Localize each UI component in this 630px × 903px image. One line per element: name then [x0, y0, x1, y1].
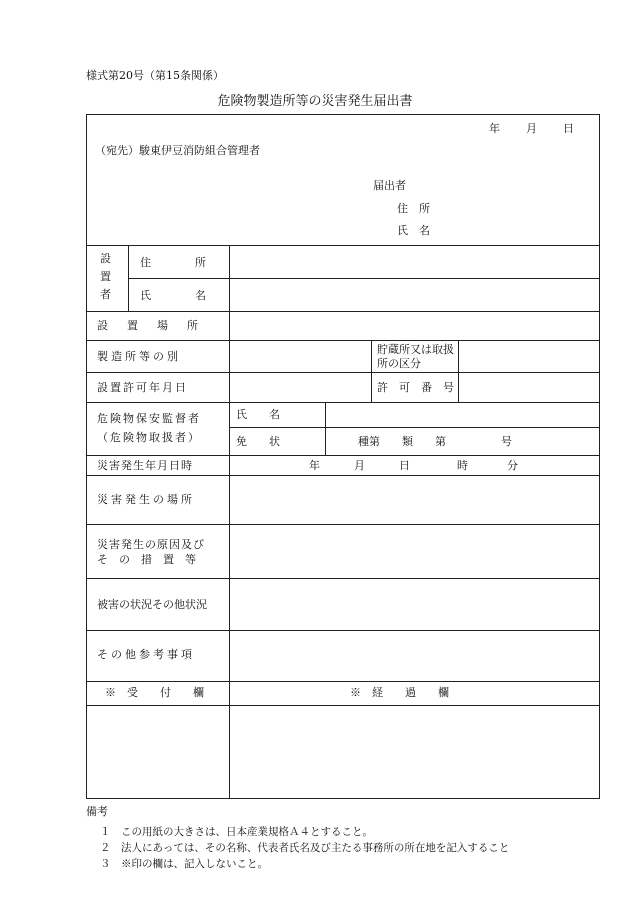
row-divider: [86, 578, 600, 579]
row-divider: [86, 455, 600, 456]
facility-type-label: 製造所等の別: [97, 350, 181, 363]
installation-location-label: 設 置 場 所: [97, 319, 202, 332]
form-reference: 様式第20号（第15条関係）: [86, 69, 224, 82]
cause-label-line2: そ の 措 置 等: [97, 553, 196, 566]
reception-column-header: ※ 受 付 欄: [105, 686, 204, 699]
row-divider: [86, 705, 600, 706]
row-divider: [86, 340, 600, 341]
row-divider: [86, 475, 600, 476]
installer-name-label: 氏 名: [140, 289, 206, 302]
column-divider: [458, 340, 459, 402]
supervisor-label-line2: （危険物取扱者）: [97, 431, 201, 444]
note-item: ３ ※印の欄は、記入しないこと。: [100, 858, 268, 870]
column-divider: [229, 245, 230, 799]
notifier-address-label: 住 所: [397, 202, 430, 215]
unit-minute: 分: [507, 459, 518, 472]
date-year-label: 年: [489, 122, 500, 135]
notes-heading: 備考: [86, 805, 108, 818]
column-divider: [325, 402, 326, 455]
column-divider: [128, 245, 129, 311]
notifier-name-label: 氏 名: [397, 224, 430, 237]
storage-handling-type-label: 貯蔵所又は取扱所の区分: [377, 343, 454, 370]
note-item: ２ 法人にあっては、その名称、代表者氏名及び主たる事務所の所在地を記入すること: [100, 842, 510, 854]
column-divider: [371, 340, 372, 402]
cause-label-line1: 災害発生の原因及び: [97, 538, 205, 551]
row-divider: [229, 427, 600, 428]
note-item: １ この用紙の大きさは、日本産業規格Ａ４とすること。: [100, 826, 373, 838]
date-month-label: 月: [526, 122, 537, 135]
unit-hour: 時: [457, 459, 468, 472]
unit-day: 日: [399, 459, 410, 472]
date-day-label: 日: [563, 122, 574, 135]
other-notes-label: その他参考事項: [97, 648, 195, 661]
supervisor-name-label: 氏 名: [236, 408, 280, 421]
license-label: 免 状: [236, 435, 280, 448]
license-class-label: 種第 類 第 号: [358, 435, 512, 448]
installer-address-label: 住 所: [140, 256, 206, 269]
row-divider: [128, 278, 600, 279]
unit-year: 年: [309, 459, 320, 472]
occurrence-datetime-label: 災害発生年月日時: [97, 459, 193, 472]
notifier-label: 届出者: [373, 179, 406, 192]
row-divider: [86, 245, 600, 246]
permit-number-label: 許 可 番 号: [377, 381, 454, 394]
row-divider: [86, 630, 600, 631]
damage-status-label: 被害の状況その他状況: [97, 598, 207, 611]
supervisor-label-line1: 危険物保安監督者: [97, 412, 201, 425]
unit-month: 月: [354, 459, 365, 472]
row-divider: [86, 311, 600, 312]
occurrence-place-label: 災害発生の場所: [97, 493, 195, 506]
progress-column-header: ※ 経 過 欄: [350, 686, 449, 699]
installer-label: 設置者: [100, 252, 111, 301]
permit-date-label: 設置許可年月日: [97, 381, 188, 394]
addressee: （宛先）駿東伊豆消防組合管理者: [95, 144, 260, 157]
row-divider: [86, 372, 600, 373]
row-divider: [86, 681, 600, 682]
document-title: 危険物製造所等の災害発生届出書: [217, 94, 413, 109]
row-divider: [86, 524, 600, 525]
row-divider: [86, 402, 600, 403]
